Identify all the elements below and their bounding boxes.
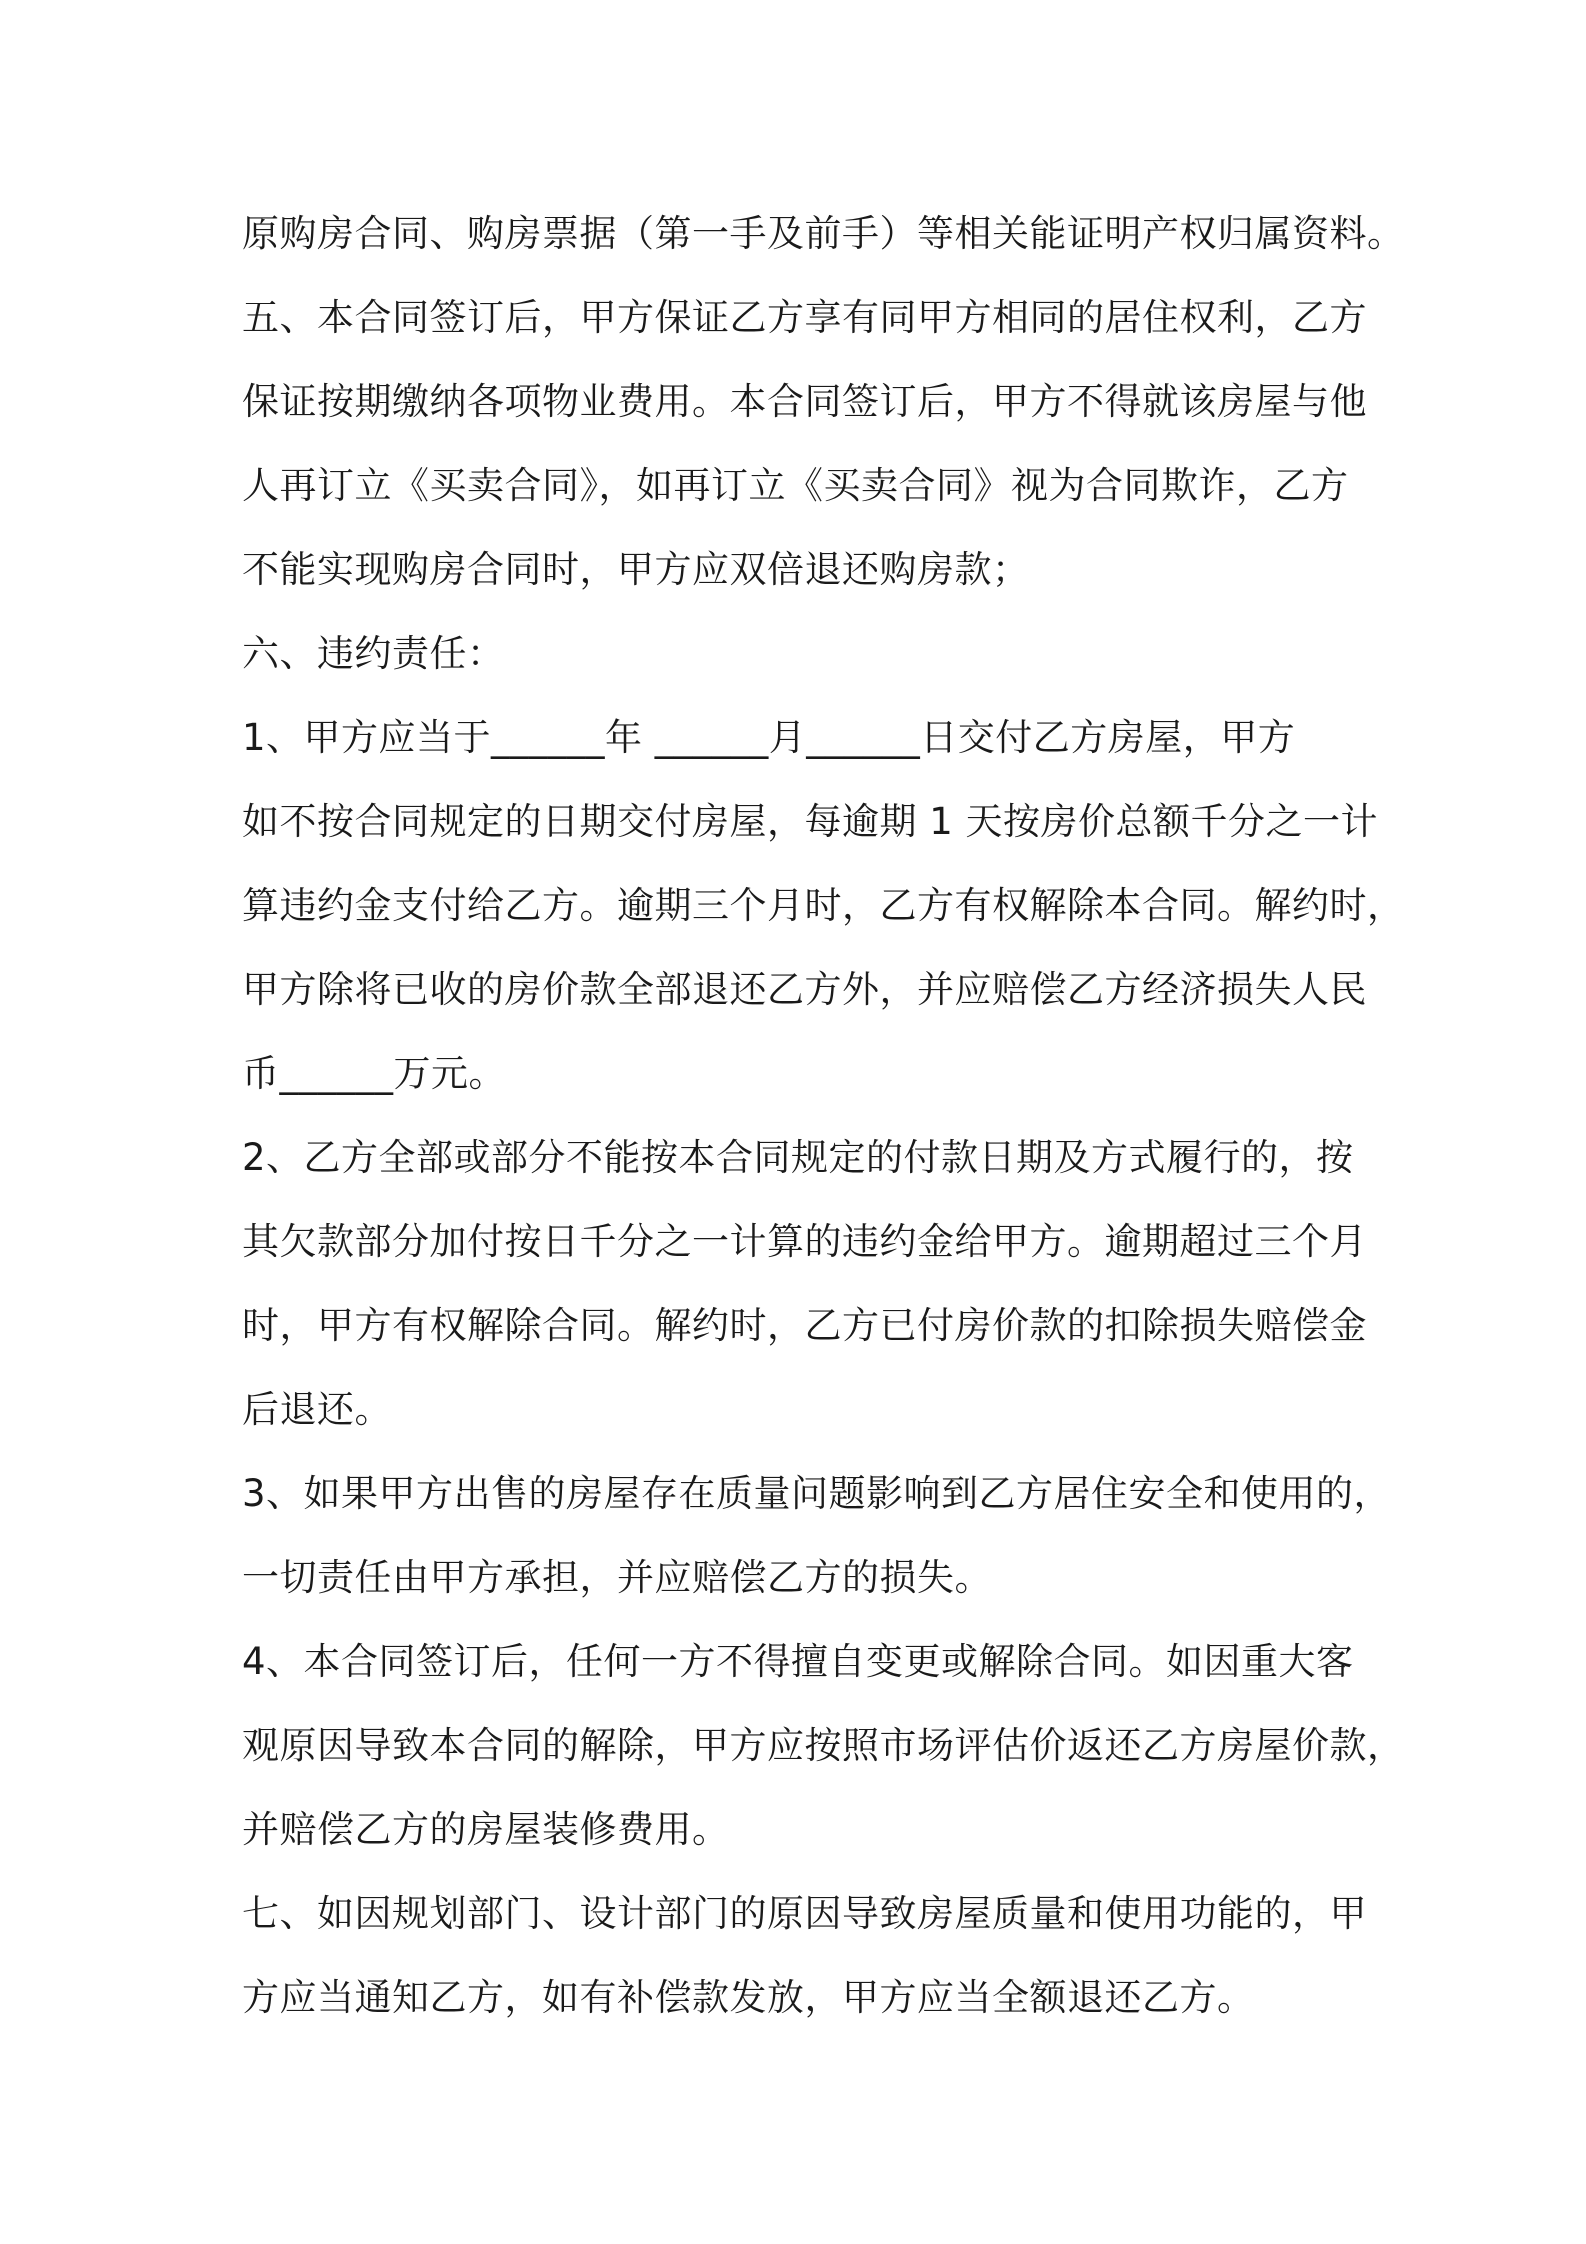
text-line: 不能实现购房合同时，甲方应双倍退还购房款； <box>242 548 1030 591</box>
text-line: 并赔偿乙方的房屋装修费用。 <box>242 1808 730 1851</box>
text-line: 甲方除将已收的房价款全部退还乙方外，并应赔偿乙方经济损失人民 <box>242 968 1367 1011</box>
text-line: 七、如因规划部门、设计部门的原因导致房屋质量和使用功能的，甲 <box>242 1892 1367 1935</box>
text-line: 2、乙方全部或部分不能按本合同规定的付款日期及方式履行的，按 <box>242 1136 1354 1179</box>
text-line: 观原因导致本合同的解除，甲方应按照市场评估价返还乙方房屋价款， <box>242 1724 1405 1767</box>
text-line: 保证按期缴纳各项物业费用。本合同签订后，甲方不得就该房屋与他 <box>242 380 1367 423</box>
text-line: 如不按合同规定的日期交付房屋，每逾期 1 天按房价总额千分之一计 <box>242 800 1379 843</box>
text-line: 五、本合同签订后，甲方保证乙方享有同甲方相同的居住权利，乙方 <box>242 296 1367 339</box>
text-line: 人再订立《买卖合同》，如再订立《买卖合同》视为合同欺诈，乙方 <box>242 464 1349 507</box>
text-line: 4、本合同签订后，任何一方不得擅自变更或解除合同。如因重大客 <box>242 1640 1354 1683</box>
text-line: 3、如果甲方出售的房屋存在质量问题影响到乙方居住安全和使用的， <box>242 1472 1392 1515</box>
text-line: 一切责任由甲方承担，并应赔偿乙方的损失。 <box>242 1556 992 1599</box>
text-line: 时，甲方有权解除合同。解约时，乙方已付房价款的扣除损失赔偿金 <box>242 1304 1367 1347</box>
text-line: 其欠款部分加付按日千分之一计算的违约金给甲方。逾期超过三个月 <box>242 1220 1367 1263</box>
text-line: 算违约金支付给乙方。逾期三个月时，乙方有权解除本合同。解约时， <box>242 884 1405 927</box>
text-line: 原购房合同、购房票据（第一手及前手）等相关能证明产权归属资料。 <box>242 212 1405 255</box>
text-line: 币______万元。 <box>242 1052 506 1095</box>
text-line: 方应当通知乙方，如有补偿款发放，甲方应当全额退还乙方。 <box>242 1976 1255 2019</box>
text-line: 1、甲方应当于______年 ______月______日交付乙方房屋，甲方 <box>242 716 1296 759</box>
text-line: 后退还。 <box>242 1388 392 1431</box>
contract-text <box>242 192 1405 2040</box>
section-heading: 六、违约责任： <box>242 632 505 675</box>
